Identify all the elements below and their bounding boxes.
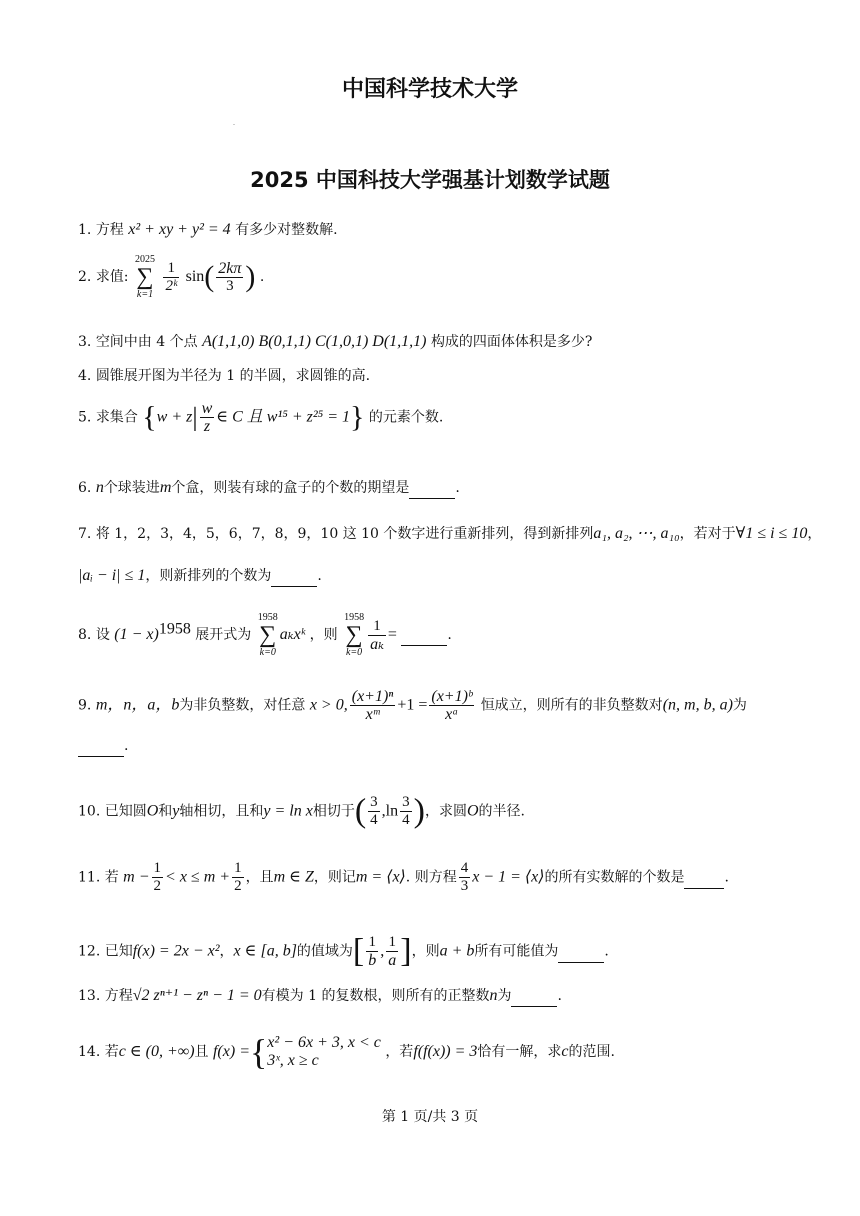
math-expression: (n, m, b, a) [662,696,733,714]
question-text: 恒成立，则所有的非负整数对 [480,697,663,714]
fraction [386,934,398,969]
question-7-continued [78,566,788,587]
math-expression: < x ≤ m + [165,868,231,886]
question-text: 的所有实数解的个数是 [544,869,685,886]
summation [135,254,155,300]
sum-upper-limit: 2025 [134,254,155,265]
brace-left: { [249,1032,268,1072]
question-text: . [124,738,129,754]
math-expression: a₁, a₂, ⋯, a₁₀ [593,525,680,542]
question-14 [78,1034,788,1070]
numerator: w [201,400,213,417]
fraction [368,794,380,829]
denominator: 2 [234,878,242,894]
math-expression: f(x) = [212,1043,250,1060]
question-text: 个球装进 [103,480,160,496]
question-text: ，则 [411,943,440,960]
fraction [459,860,471,895]
question-text: 已知 [104,943,133,960]
sigma-symbol: ∑ [259,622,277,648]
piecewise-cases [267,1034,381,1070]
question-9-continued [78,736,788,757]
fraction [232,860,244,895]
question-number: 14. [78,1044,101,1060]
question-text: 有模为 1 的复数根，则所有的正整数 [261,988,490,1004]
question-text: 和 [158,803,173,820]
question-text: 求集合 [95,409,138,426]
math-expression: c ∈ (0, +∞) [118,1043,195,1060]
comma: , [381,802,386,820]
math-expression: m − [123,868,150,886]
fraction [368,618,386,653]
denominator: xᵐ [365,706,380,723]
fraction [200,400,215,435]
question-text: 的半径. [478,803,525,820]
math-expression: w + z [156,408,193,426]
question-number: 11. [78,869,101,886]
summation [344,612,364,658]
math-expression: +1 = [397,696,428,714]
question-text: 恰有一解，求 [477,1044,562,1060]
question-number: 9. [78,697,92,714]
math-expression: x − 1 = ⟨x⟩ [472,868,545,886]
question-number: 1. [78,222,92,238]
question-text: ，若 [385,1044,414,1060]
question-text: 有多少对整数解. [235,222,338,238]
question-text: 构成的四面体体积是多少? [430,334,593,350]
numerator: 4 [460,860,469,876]
question-1 [78,220,788,240]
answer-blank[interactable] [78,736,124,757]
exam-title: 2025 中国科技大学强基计划数学试题 [250,168,610,192]
math-expression: x² + xy + y² = 4 [128,221,231,238]
question-text: 已知圆 [104,803,147,820]
question-12 [78,934,788,969]
brace-left: { [142,400,157,434]
page-footer: 第 1 页/共 3 页 [381,1109,479,1125]
question-text: 轴相切，且和 [179,803,264,820]
question-number: 12. [78,943,101,960]
numerator: (x+1)ⁿ [351,688,394,705]
denominator: b [368,952,377,969]
bracket-right: ] [400,932,412,970]
question-text: 个盒，则装有球的盒子的个数的期望是 [171,480,410,496]
question-text: 为非负整数，对任意 [179,697,306,714]
question-text: 且 [194,1044,209,1060]
question-number: 3. [78,334,92,350]
answer-blank[interactable] [558,942,604,963]
sum-lower-limit: k=1 [136,289,154,300]
question-text: ，则 [309,627,338,643]
question-text: . [724,869,729,886]
numerator: 1 [153,860,162,876]
numerator: 2kπ [218,259,242,277]
paren-left: ( [354,792,367,830]
brace-right: } [350,400,365,434]
math-variable: n [95,479,104,496]
fraction [216,260,243,295]
fraction [350,688,396,723]
denominator: 3 [226,277,234,294]
math-expression: √2 zⁿ⁺¹ − zⁿ − 1 = 0 [132,987,262,1004]
question-text: . 则方程 [405,869,457,886]
numerator: (x+1)ᵇ [431,688,473,705]
question-text: 为 [732,697,747,714]
question-number: 10. [78,803,101,820]
math-variable: O [146,802,159,820]
function-name: sin [185,268,205,285]
denominator: 2 [153,878,162,894]
question-2 [78,254,788,300]
denominator: z [203,418,211,435]
question-text: ， [807,526,822,542]
question-text: . [317,568,322,584]
question-text: . [259,269,265,285]
exponent: 1958 [158,620,191,638]
question-text: ，则记 [313,869,356,886]
bar: | [192,402,198,432]
question-5 [78,400,788,435]
question-text: 求值: [95,269,129,285]
denominator: aₖ [370,635,384,653]
question-text: . [557,988,562,1004]
math-expression: m = ⟨x⟩ [355,868,406,886]
bracket-left: [ [352,932,365,970]
question-text: 相切于 [312,803,355,820]
question-number: 13. [78,988,101,1004]
paren-right: ) [245,260,256,293]
comma: , [380,942,385,960]
question-text: 圆锥展开图为半径为 1 的半圆，求圆锥的高. [95,368,371,384]
fraction [152,860,164,895]
paren-left: ( [204,260,215,293]
denominator: 3 [460,878,469,894]
math-expression: x ∈ [a, b] [233,942,297,960]
answer-blank[interactable] [409,478,455,499]
math-variable: O [466,802,479,820]
math-expression: |aᵢ − i| ≤ 1 [78,567,146,584]
fraction [163,260,179,295]
question-number: 4. [78,368,92,384]
math-expression: aₖxᵏ [279,626,306,643]
sigma-symbol: ∑ [345,622,363,648]
question-text: 为 [497,988,512,1004]
numerator: 1 [368,618,386,636]
sum-upper-limit: 1958 [344,612,365,623]
question-number: 5. [78,409,92,426]
sigma-symbol: ∑ [136,264,154,290]
paren-right: ) [413,792,425,830]
fraction [366,934,378,969]
math-expression: f(f(x)) = 3 [413,1043,478,1060]
case-2: 3ˣ, x ≥ c [267,1052,319,1069]
answer-blank[interactable] [271,566,317,587]
question-text: 空间中由 4 个点 [95,334,198,350]
denominator: 4 [402,812,410,828]
question-text: 的值域为 [296,943,353,960]
function-name: ln [385,802,399,820]
sum-lower-limit: k=0 [345,647,363,658]
question-text: . [455,480,460,496]
numerator: 1 [386,934,398,952]
math-expression: m ∈ Z [273,868,314,886]
answer-blank[interactable] [401,625,447,646]
question-number: 7. [78,526,92,542]
denominator: a [388,952,397,969]
case-1: x² − 6x + 3, x < c [267,1034,381,1051]
question-text: 设 [95,627,110,643]
question-6 [78,478,788,499]
question-number: 2. [78,269,92,285]
question-text: 将 1，2，3，4，5，6，7，8，9，10 这 10 个数字进行重新排列，得到新排列 [95,526,594,542]
answer-blank[interactable] [684,868,724,889]
math-expression: ∀1 ≤ i ≤ 10 [735,525,808,542]
question-text: ，若对于 [679,526,736,542]
math-variable: y [172,802,180,820]
answer-blank[interactable] [511,986,557,1007]
question-4 [78,366,788,386]
question-text: ，则新排列的个数为 [145,568,272,584]
question-number: 8. [78,627,92,643]
scan-speck [233,124,235,125]
question-text: 方程 [95,222,124,238]
math-variable: m [159,479,172,496]
sum-upper-limit: 1958 [257,612,278,623]
question-text: . [447,627,452,643]
equals-sign: = [387,626,397,643]
numerator: 1 [234,860,242,876]
numerator: 1 [163,260,179,278]
math-expression: y = ln x [263,802,313,820]
math-expression: f(x) = 2x − x² [132,942,220,960]
question-10 [78,794,788,829]
summation [258,612,278,658]
question-text: ，求圆 [424,803,467,820]
denominator: xᵃ [445,706,459,723]
question-8 [78,612,788,658]
question-text: 的元素个数. [368,409,444,426]
question-9 [78,688,788,723]
question-text: 若 [104,1044,119,1060]
question-text: 所有可能值为 [474,943,559,960]
question-text: 展开式为 [195,627,252,643]
math-expression: (1 − x) [114,626,159,643]
denominator: 4 [370,812,378,828]
numerator: 3 [370,794,378,810]
math-expression: ∈ C 且 w¹⁵ + z²⁵ = 1 [216,408,350,426]
sum-lower-limit: k=0 [259,647,276,658]
question-11 [78,860,798,895]
numerator: 1 [366,934,378,952]
question-13 [78,986,788,1007]
numerator: 3 [402,794,410,810]
question-text: ，且 [245,869,274,886]
fraction [429,688,474,723]
fraction [400,794,412,829]
question-7 [78,524,822,544]
math-expression: a + b [439,942,475,960]
math-variable: n [489,987,498,1004]
question-text: 的范围. [568,1044,615,1060]
math-variables: m，n，a，b [95,696,180,714]
question-text: 方程 [104,988,133,1004]
question-number: 6. [78,480,92,496]
question-3 [78,332,788,352]
question-text: ， [219,943,234,960]
math-variable: c [561,1043,569,1060]
question-text: . [604,943,609,960]
question-text: 若 [104,869,119,886]
denominator: 2ᵏ [165,277,178,294]
math-expression: x > 0, [309,696,348,714]
university-title: 中国科学技术大学 [341,77,518,102]
math-expression: A(1,1,0) B(0,1,1) C(1,0,1) D(1,1,1) [202,333,427,350]
